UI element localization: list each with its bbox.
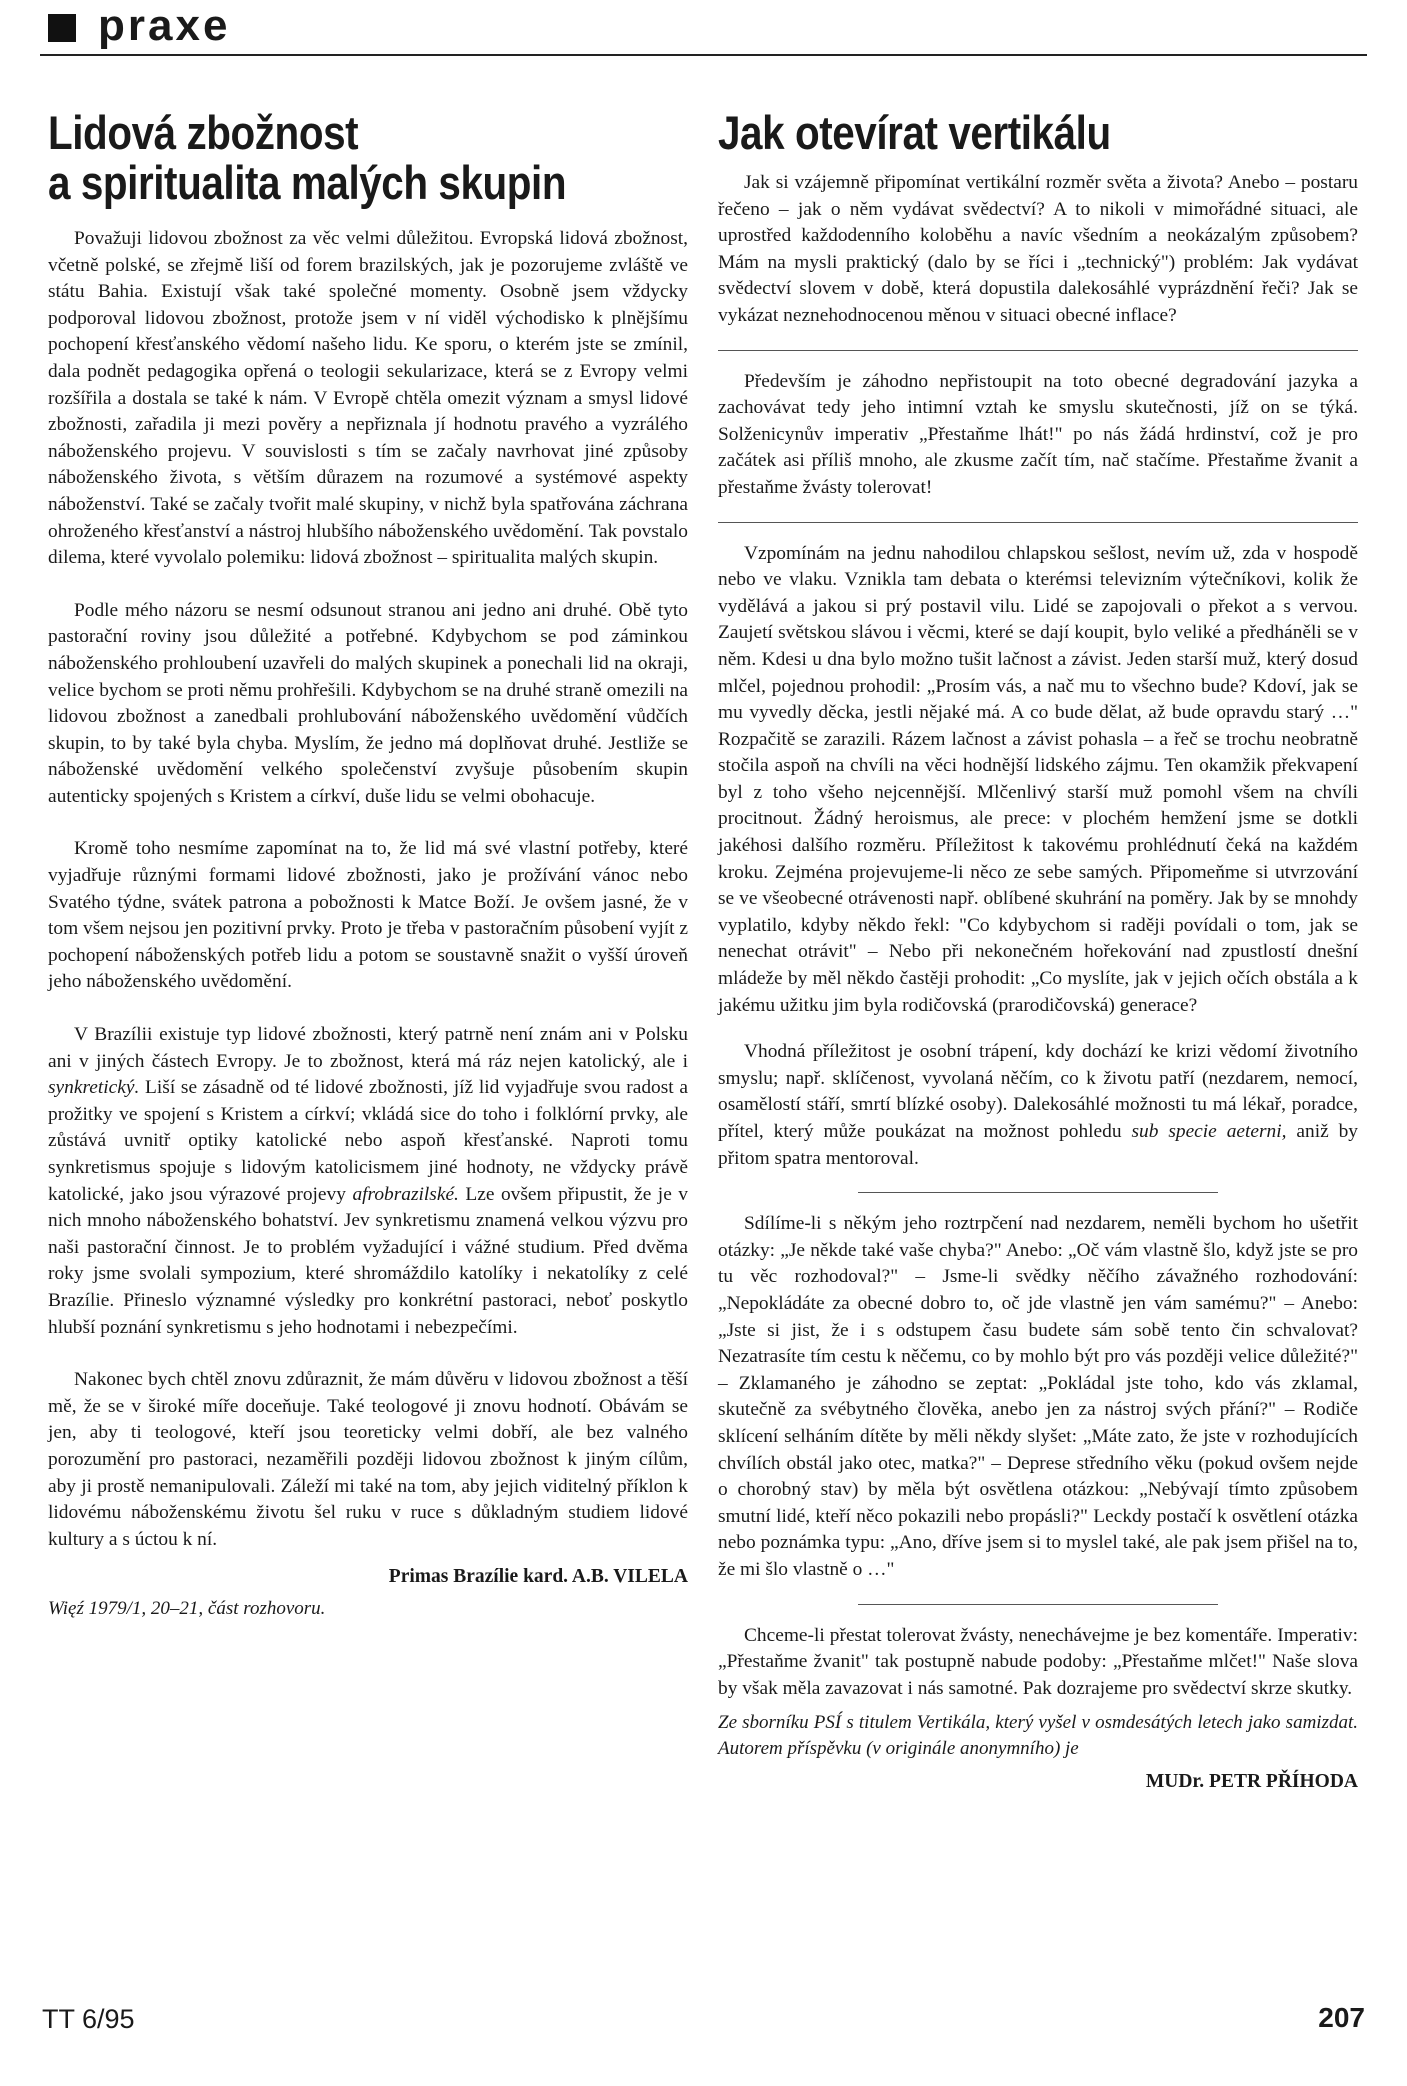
left-p4-text-c: Lze ovšem připustit, že je v nich mnoho náboženského bohatství. Jev synkretismu znamená velkou výzvu pro naši pastorační činnost. Je to problém vyžadující i vážné studium. Před dvěma roky jsme svolali sympozium, které shromáždilo katolíky i nekatolíky z celé Brazílie. Přineslo významné výsledky pro konkrétní pastoraci, neboť poskytlo hlubší poznání synkretismu s jeho hodnotami i nebezpečími.	[48, 1183, 688, 1338]
right-article-title: Jak otevírat vertikálu	[718, 106, 1111, 159]
issue-number: TT 6/95	[42, 2004, 135, 2034]
right-article	[718, 108, 1358, 1796]
right-separator-1	[718, 350, 1358, 351]
left-paragraph-1: Považuji lidovou zbožnost za věc velmi důležitou. Evropská lidová zbožnost, včetně polské, se zřejmě liší od forem brazilských, jak je pozorujeme zvláště ve státu Bahia. Existují však také společné momenty. Osobně jsem vždycky podporoval lidovou zbožnost, protože jsem v ní viděl východisko k plnějšímu pochopení křesťanského vědomí našeho lidu. Ke sporu, o kterém jste se zmínil, dala podnět pedagogika opřená o teologii sekularizace, která se z Evropy velmi rozšířila a dostala se také k nám. V Evropě chtěla omezit význam a smysl lidové zbožnosti, zařadila ji mezi pověry a nepřiznala jí hodnotu pravého a vyzrálého náboženského projevu. V souvislosti s tím se začaly navrhovat jiné způsoby náboženského života, s větším důrazem na rozumové a systémové aspekty náboženství. Také se začaly tvořit malé skupiny, v nichž byla spatřována záchrana ohroženého křesťanství a nástroj hlubšího náboženského uvědomění. Tak povstalo dilema, které vyvolalo polemiku: lidová zbožnost – spiritualita malých skupin.	[48, 228, 688, 569]
left-title-line1: Lidová zbožnost	[48, 106, 359, 159]
right-source-note: Ze sborníku PSÍ s titulem Vertikála, který vyšel v osmdesátých letech jako samizdat. Autorem příspěvku (v originále anonymního) je	[718, 1712, 1358, 1760]
right-separator-3	[858, 1192, 1218, 1193]
section-label: praxe	[98, 1, 231, 50]
left-signature: Primas Brazílie kard. A.B. VILELA	[388, 1566, 688, 1588]
left-paragraph-3: Kromě toho nesmíme zapomínat na to, že lid má své vlastní potřeby, které vyjadřuje různými formami lidové zbožnosti, jako je prožívání vánoc nebo Svatého týdne, svátek patrona a pobožnosti k Matce Boží. Je ovšem jasné, že v tom všem nejsou jen pozitivní prvky. Proto je třeba v pastoračním působení vyjít z pochopení náboženských potřeb lidu a potom se soustavně snažit o vyšší úroveň jeho náboženského uvědomění.	[48, 838, 688, 993]
right-paragraph-1: Jak si vzájemně připomínat vertikální rozměr světa a života? Anebo – postaru řečeno – jak o něm vydávat svědectví? A to nikoli v mimořádné situaci, ale uprostřed každodenního koloběhu a navíc všedním a neokázalým způsobem? Mám na mysli praktický (dalo by se říci i „technický") problém: Jak vydávat svědectví slovem v době, která dopustila dalekosáhlé vyprázdnění řeči? Jak se vykázat neznehodnocenou měnou v situaci obecné inflace?	[718, 172, 1358, 326]
left-p4-text-b: Liší se zásadně od té lidové zbožnosti, jíž lid vyjadřuje svou radost a prožitky ve spojení s Kristem a církví; vkládá sice do toho i folklórní prvky, ale zůstává uvnitř optiky katolické nebo aspoň křesťanské. Naproti tomu synkretismus spojuje s lidovým katolicismem jiné hodnoty, ne vždycky právě katolické, jako jsou výrazové projevy	[48, 1077, 688, 1205]
page-number: 207	[1318, 2002, 1365, 2033]
section-square-icon	[48, 14, 76, 42]
right-p4-text-a: Vhodná příležitost je osobní trápení, kdy dochází ke krizi vědomí životního smyslu; např. sklíčenost, vyvolaná něčím, co k životu patří (nezdarem, nemocí, osamělostí stáří, smrtí blízké osoby). Dalekosáhlé možnosti tu má lékař, poradce, přítel, který může poukázat na možnost pohledu	[718, 1041, 1358, 1142]
right-paragraph-6: Chceme-li přestat tolerovat žvásty, nenechávejme je bez komentáře. Imperativ: „Přestaňme žvanit" tak postupně nabude podoby: „Přestaňme mlčet!" Naše slova by však měla zavazovat i nás samotné. Pak dozrajeme pro svědectví skrze skutky.	[718, 1624, 1358, 1699]
right-paragraph-5: Sdílíme-li s někým jeho roztrpčení nad nezdarem, neměli bychom ho ušetřit otázky: „Je někde také vaše chyba?" Anebo: „Oč vám vlastně šlo, když jste se pro tu věc rozhodoval?" – Jsme-li svědky něčího závažného rozhodování: „Nepokládáte za obecné dobro to, oč jde vlastně jen vám samému?" – Anebo: „Jste si jist, že i s odstupem času budete sám sobě tento čin schvalovat? Nezatrasíte tím cestu k něčemu, co by mohlo být pro vás později velice důležité?" – Zklamaného je záhodno se zeptat: „Pokládal jste toho, kdo vás zklamal, skutečně za svébytného člověka, anebo jen za nástroj svých přání?" – Rodiče sklícení selháním dítěte by měli někdy slyšet: „Máte zato, že jste v rozhodujících chvílích obstál jako otec, matka?" – Deprese středního věku (pokud ovšem nejde o chorobný stav) by měla být osvětlena otázkou: „Nebývají tímto způsobem smutní lidé, kteří něco pokazili nebo propásli?" Leckdy postačí k osvětlení otázka nebo poznámka typu: „Ano, dříve jsem si to myslel také, ale pak jsem přišel na to, že mi šlo vlastně o …"	[718, 1213, 1358, 1580]
left-title-line2: a spiritualita malých skupin	[48, 156, 567, 209]
left-p4-emphasis-1: synkretický.	[48, 1077, 140, 1099]
left-paragraph-4	[48, 1022, 688, 1341]
left-paragraph-2: Podle mého názoru se nesmí odsunout stranou ani jedno ani druhé. Obě tyto pastorační roviny jsou důležité a potřebné. Kdybychom se pod záminkou náboženského prohloubení uzavřeli do malých skupinek a ponechali lid na okraji, velice bychom se proti němu prohřešili. Kdybychom se na druhé straně omezili na lidovou zbožnost a zanedbali prohlubování náboženského uvědomění vůdčích skupin, to by také byla chyba. Myslím, že jedno má doplňovat druhé. Jestliže se náboženské uvědomění velkého společenství zvyšuje působením skupin autenticky spojených s Kristem a církví, duše lidu se velmi obohacuje.	[48, 599, 688, 807]
right-paragraph-3: Vzpomínám na jednu nahodilou chlapskou sešlost, nevím už, zda v hospodě nebo ve vlaku. Vznikla tam debata o kterémsi televizním výtečníkovi, kolik že vydělává a jakou si prý postavil vilu. Lidé se zapojovali o překot a s vervou. Zaujetí světskou slávou i věcmi, které se dají koupit, bylo veliké a předháněli se v něm. Kdesi u dna bylo možno tušit lačnost a závist. Jeden starší muž, který dosud mlčel, pojednou prohodil: „Prosím vás, a nač mu to všechno bude? Kdoví, jak se mu vyvedly děcka, jestli nějaké má. A co bude dělat, až bude opravdu starý …" Rozpačitě se zarazili. Rázem lačnost a závist pohasla – a řeč se trochu neobratně stočila aspoň na chvíli na věci hodnější lidského zájmu. Ten okamžik překvapení byl z toho všeho nejcennější. Mlčenlivý starší muž pomohl všem na chvíli procitnout. Žádný heroismus, ale prece: v plochém hemžení jsme se dotkli jakéhosi dalšího rozměru. Příležitost k takovému prohlédnutí čeká na každém kroku. Zejména projevujeme-li něco ze sebe samých. Připomeňme si utvrzování se ve všeobecné otrávenosti např. oblíbené skuhrání na poměry. Jak by se mnohdy vyplatilo, kdyby někdo řekl: "Co kdybychom si raději povídali o tom, jak se nenechat otrávit" – Nebo při nekonečném hořekování nad zpustlostí dnešní mládeže by měl někdo častěji prohodit: „Co myslíte, jak v jejich očích obstála a k jakému užitku jim byla rodičovská (prarodičovská) generace?	[718, 542, 1358, 1016]
left-article-title	[48, 108, 686, 208]
left-p4-emphasis-2: afrobrazilské.	[352, 1183, 459, 1205]
right-separator-2	[718, 522, 1358, 523]
right-paragraph-2: Především je záhodno nepřistoupit na toto obecné degradování jazyka a zachovávat tedy jeho intimní vztah ke smyslu skutečnosti, jíž on se týká. Solženicynův imperativ „Přestaňme lhát!" po nás žádá hrdinství, což je pro začátek asi příliš mnoho, ale zkusme začít tím, nač stačíme. Přestaňme žvanit a přestaňme žvásty tolerovat!	[718, 370, 1358, 498]
left-source: Więź 1979/1, 20–21, část rozhovoru.	[48, 1598, 326, 1620]
left-article	[48, 108, 688, 1623]
right-paragraph-4	[718, 1039, 1358, 1172]
right-separator-4	[858, 1604, 1218, 1605]
right-p4-text-b: aniž by přitom spatra mentoroval.	[718, 1121, 1358, 1169]
left-p4-text-a: V Brazílii existuje typ lidové zbožnosti, který patrně není znám ani v Polsku ani v jiných částech Evropy. Je to zbožnost, která má ráz nejen katolický, ale i	[48, 1024, 688, 1072]
right-p4-emphasis: sub specie aeterni,	[1131, 1121, 1287, 1142]
header-rule	[40, 54, 1367, 56]
left-paragraph-5: Nakonec bych chtěl znovu zdůraznit, že mám důvěru v lidovou zbožnost a těší mě, že se v široké míře doceňuje. Také teologové ji znovu hodnotí. Obávám se jen, aby ti teologové, kteří jsou teoreticky velmi dobří, ale bez valného porozumění pro pastoraci, nezaměřili později lidovou zbožnost k jiným cílům, aby ji prostě nemanipulovali. Záleží mi také na tom, aby jejich viditelný příklon k lidovému náboženskému životu šel ruku v ruce s důkladným studiem lidové kultury a s úctou k ní.	[48, 1369, 688, 1550]
section-header	[40, 0, 1367, 58]
right-signature: MUDr. PETR PŘÍHODA	[1145, 1771, 1358, 1793]
